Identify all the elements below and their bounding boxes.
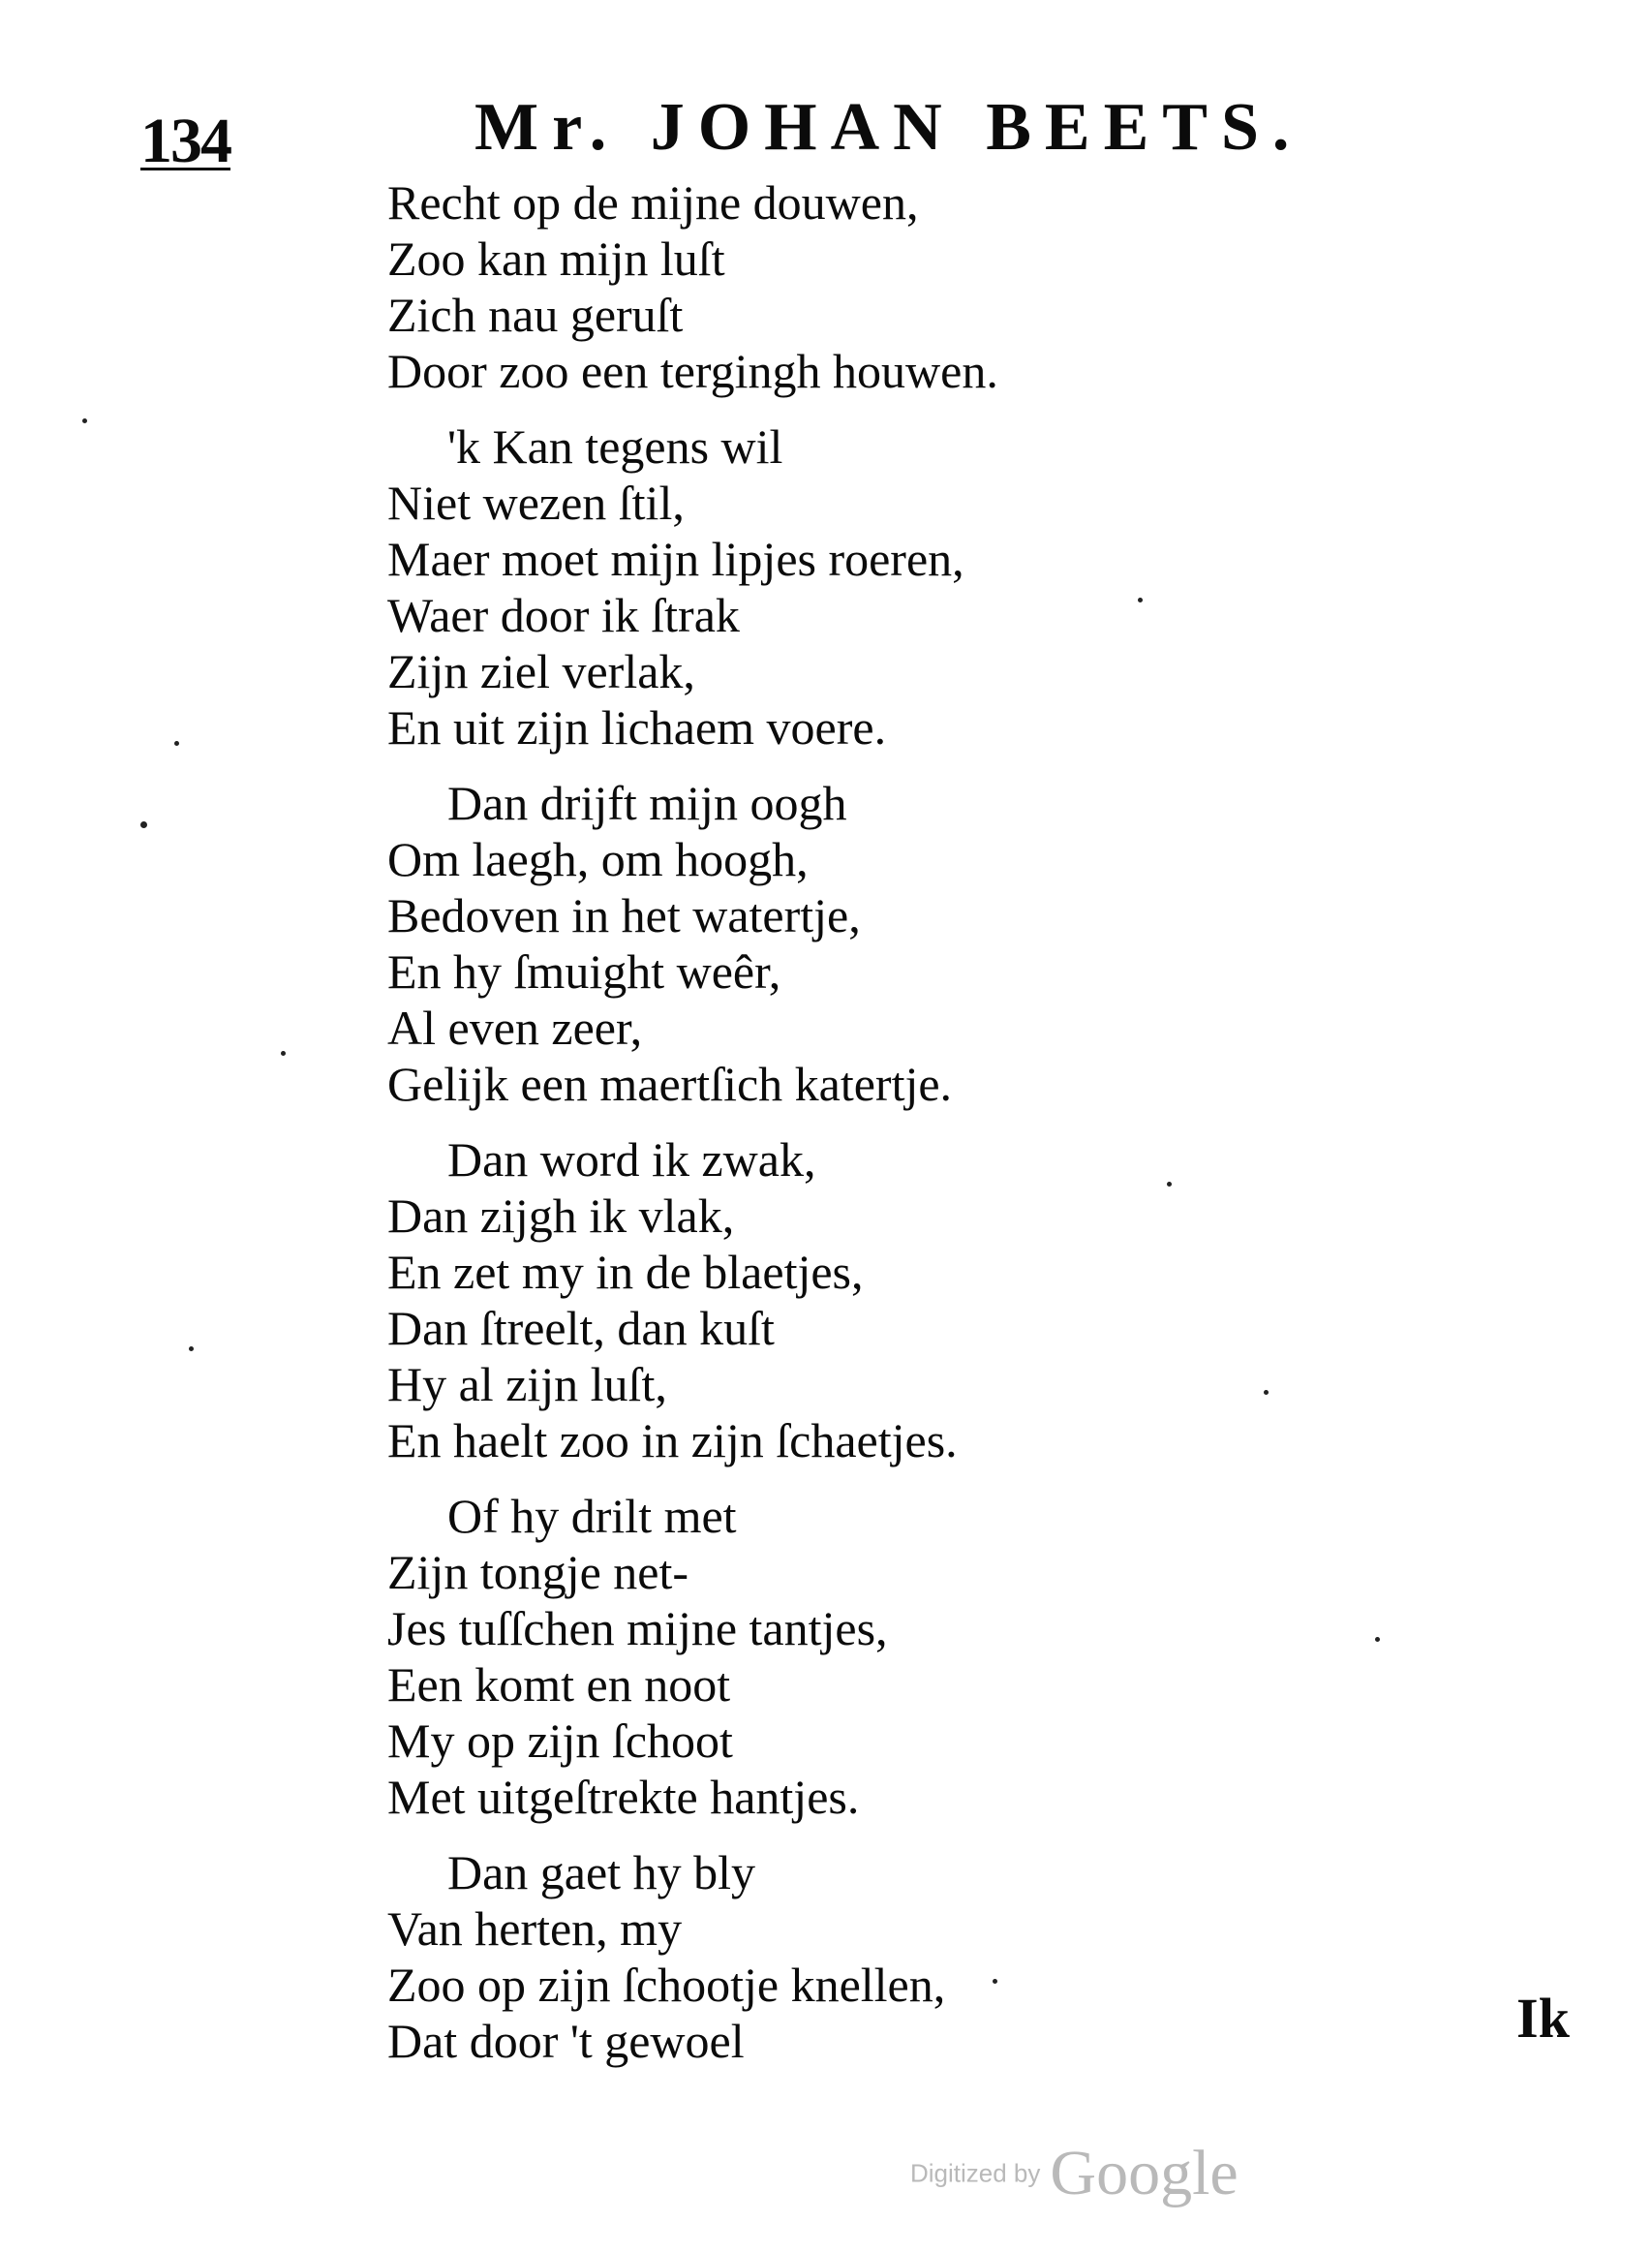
scan-speck [993,1979,997,1984]
poem-line: Zoo op zijn ſchootje knellen, [387,1958,946,2012]
page-number: 134 [140,106,230,176]
catchword: Ik [1516,1987,1570,2050]
poem-line: My op zijn ſchoot [387,1713,733,1768]
poem-line: Zijn ziel verlak, [387,644,695,698]
digitized-by-label: Digitized by [910,2158,1041,2188]
stanza-3 [387,775,1162,1112]
poem-line: En zet my in de blaetjes, [387,1245,864,1299]
stanza-4 [387,1131,1162,1468]
poem-line: Maer moet mijn lipjes roeren, [387,532,964,586]
poem-line: Jes tuſſchen mijne tantjes, [387,1601,888,1655]
poem-line: Of hy drilt met [447,1489,737,1543]
poem-line: Dan drijft mijn oogh [447,776,847,830]
running-head: Mr. JOHAN BEETS. [474,90,1303,165]
poem-line: Hy al zijn luſt, [387,1357,667,1411]
poem-line: Met uitgeſtrekte hantjes. [387,1770,860,1824]
poem-line: Van herten, my [387,1901,683,1956]
poem-line: Zijn tongje net- [387,1545,689,1599]
poem-line: Niet wezen ſtil, [387,476,685,530]
poem-line: Dan word ik zwak, [447,1132,816,1187]
poem-line: Al even zeer, [387,1001,643,1055]
google-logo: Google [1050,2138,1239,2208]
poem-line: Door zoo een tergingh houwen. [387,344,998,398]
poem-line: Dan gaet hy bly [447,1845,755,1899]
poem-line: Waer door ik ſtrak [387,588,740,642]
poem-line: Gelijk een maertſich katertje. [387,1057,953,1111]
stanza-2 [387,418,1162,756]
stanza-5 [387,1488,1162,1825]
stanza-1 [387,174,1162,399]
digitized-watermark [910,2137,1239,2210]
poem-line: Bedoven in het watertje, [387,888,861,942]
poem-line: Recht op de mijne douwen, [387,175,919,230]
poem-line: Om laegh, om hoogh, [387,832,809,886]
scan-speck [140,821,147,828]
scan-speck [1167,1182,1172,1187]
poem [387,174,1162,2073]
poem-line: Dan zijgh ik vlak, [387,1188,735,1243]
poem-line: En uit zijn lichaem voere. [387,700,887,755]
scan-speck [1138,598,1143,602]
scan-speck [1264,1390,1269,1395]
scan-speck [1375,1637,1380,1642]
scan-speck [174,741,179,746]
poem-line: 'k Kan tegens wil [447,419,783,474]
scan-speck [82,418,87,423]
poem-line: En hy ſmuight weêr, [387,944,781,999]
stanza-6 [387,1844,1162,2069]
poem-line: Dat door 't gewoel [387,2014,745,2068]
scan-speck [281,1051,286,1056]
poem-line: Zich nau geruſt [387,288,684,342]
poem-line: Zoo kan mijn luſt [387,231,725,286]
poem-line: Dan ſtreelt, dan kuſt [387,1301,775,1355]
poem-line: En haelt zoo in zijn ſchaetjes. [387,1413,958,1467]
scan-speck [189,1346,194,1351]
poem-line: Een komt en noot [387,1657,731,1712]
